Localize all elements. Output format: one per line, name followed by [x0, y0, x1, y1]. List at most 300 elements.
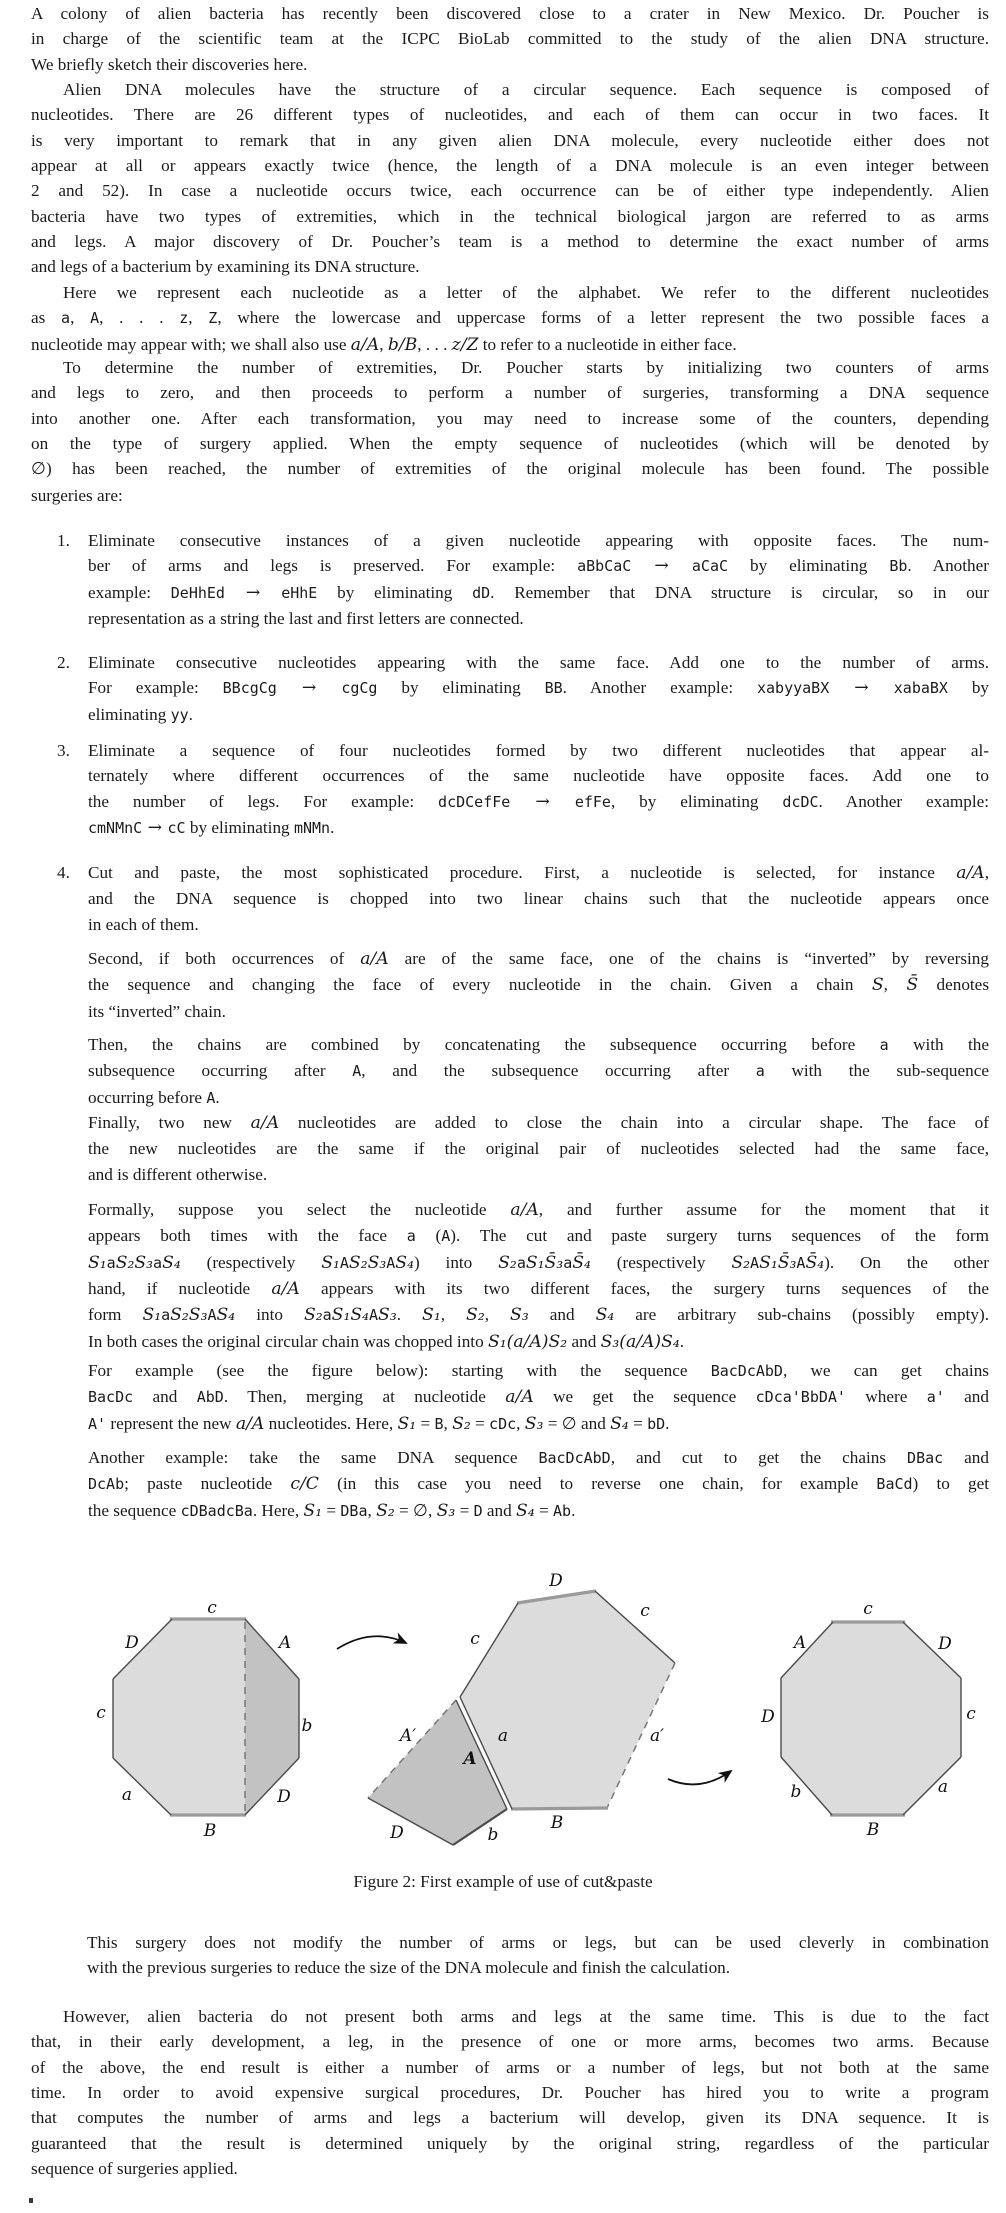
text-line	[31, 406, 989, 431]
text-line	[88, 1223, 989, 1249]
text-segment: by eliminating	[728, 556, 890, 576]
text-segment: as	[31, 308, 62, 328]
text-line	[88, 1445, 989, 1471]
text-segment: dD	[472, 583, 491, 602]
text-segment: S₂S₃	[115, 1252, 154, 1273]
octagon-light-region	[781, 1622, 961, 1815]
text-segment: S₁S̄₃	[525, 1252, 564, 1273]
text-segment: ber of arms and legs is preserved. For example:	[88, 556, 578, 576]
text-segment: S₃	[524, 1413, 544, 1434]
text-segment: , and cut to get the chains	[610, 1448, 908, 1467]
surgery-4-paragraph-then	[88, 1032, 989, 1111]
text-segment: →	[510, 791, 575, 812]
text-line	[88, 1162, 989, 1187]
text-segment: ,	[984, 863, 989, 882]
edge-label: B	[866, 1820, 880, 1840]
text-segment: . Then, merging at nucleotide	[223, 1387, 506, 1407]
text-segment: ,	[188, 308, 209, 328]
text-segment: xabaBX	[893, 679, 948, 698]
text-segment: a/A	[271, 1278, 300, 1299]
text-line	[31, 1, 989, 26]
text-segment: and	[482, 1500, 517, 1520]
surgery-4-paragraph-example1	[88, 1358, 989, 1437]
edge-label: a	[121, 1785, 133, 1805]
surgery-4-paragraph-finally	[88, 1110, 989, 1187]
text-line	[88, 1411, 989, 1437]
text-segment: To determine the number of extremities, Dr. Poucher starts by initializing two counters of arms	[63, 358, 989, 377]
text-segment: on the type of surgery applied. When the empty sequence of nucleotides (which will be denoted by	[31, 433, 989, 453]
text-segment: a	[322, 1306, 332, 1325]
text-segment: are of the same face, one of the chains is “inverted” by reversing	[388, 949, 989, 968]
text-line	[31, 431, 989, 456]
list-item-number: 4.	[57, 863, 70, 882]
text-segment: a	[755, 1062, 765, 1081]
text-segment: S₃	[510, 1305, 529, 1326]
text-segment: S₂	[376, 1500, 395, 1521]
text-segment: .	[665, 1413, 670, 1433]
text-segment: (respectively	[590, 1252, 732, 1272]
text-segment: (respectively	[180, 1252, 322, 1272]
text-line	[31, 2004, 989, 2029]
text-segment: are arbitrary sub-chains (possibly empty).	[614, 1305, 990, 1325]
text-segment: xabyyaBX	[757, 679, 830, 698]
text-segment: =	[470, 1413, 490, 1433]
text-segment: a/A	[250, 1113, 280, 1133]
text-segment: S₁	[422, 1305, 441, 1326]
text-segment: Ab	[553, 1501, 572, 1520]
edge-label: D	[390, 1823, 404, 1843]
surgery-4-paragraph-second	[88, 946, 989, 1024]
text-segment: S̄₄	[805, 1252, 825, 1273]
text-segment: bacteria have two types of extremities, which in the technical biological jargon are referred to as arms	[31, 206, 989, 226]
text-line	[31, 102, 989, 127]
text-segment: .	[571, 1500, 576, 1520]
text-segment: ,	[516, 1413, 525, 1433]
text-segment: and legs of a bacterium by examining its DNA structure.	[31, 257, 420, 277]
text-segment: bD	[647, 1414, 666, 1433]
text-segment: ∅	[31, 459, 46, 480]
text-segment: ). On the other	[824, 1252, 990, 1272]
text-segment: . Remember that DNA structure is circular, so in our	[490, 582, 989, 602]
text-segment: to refer to a nucleotide in either face.	[478, 334, 737, 354]
edge-label: c	[640, 1601, 650, 1621]
text-segment: ,	[440, 1305, 467, 1325]
edge-label: D	[938, 1634, 952, 1654]
text-line	[88, 789, 989, 815]
text-line	[88, 1302, 989, 1328]
text-segment: and	[944, 1387, 989, 1407]
text-line	[88, 1498, 989, 1524]
text-segment: cDca'BbDA'	[755, 1388, 846, 1407]
edge-label: a′	[650, 1726, 664, 1746]
text-segment: into another one. After each transformation, you may need to increase some of the counters, depending	[31, 408, 989, 428]
text-segment: DBa	[340, 1501, 368, 1520]
text-segment: .	[396, 1305, 423, 1325]
text-segment: nucleotides. Here,	[264, 1413, 398, 1433]
text-segment: . Another	[907, 556, 990, 576]
text-segment: with the	[888, 1035, 989, 1054]
text-segment: 2 and 52). In case a nucleotide occurs twice, each occurrence can be of either type independently. Alien	[31, 181, 989, 201]
text-segment: where	[845, 1387, 927, 1407]
text-segment: cgCg	[341, 679, 378, 698]
text-line	[31, 380, 989, 405]
text-segment: appears both times with the face	[88, 1226, 407, 1246]
edge-label: A	[463, 1749, 477, 1769]
text-segment: AbD	[196, 1388, 224, 1407]
text-segment: =	[628, 1413, 648, 1433]
text-line	[88, 1471, 989, 1497]
text-line	[88, 946, 989, 972]
text-line	[88, 675, 989, 701]
list-item-surgery-3	[57, 738, 989, 841]
text-segment: S₄	[162, 1252, 181, 1273]
list-item-number: 3.	[57, 741, 70, 760]
text-segment: by	[947, 678, 990, 698]
text-segment: DeHhEd	[170, 583, 225, 602]
text-line	[88, 972, 989, 998]
text-segment: a	[161, 1306, 171, 1325]
edge-label: A	[278, 1633, 292, 1653]
text-segment: A	[207, 1306, 217, 1325]
text-segment: its “inverted” chain.	[88, 1001, 226, 1021]
edge-label: A′	[399, 1726, 417, 1746]
text-line	[31, 355, 989, 380]
text-segment: D	[473, 1501, 483, 1520]
middle-cut-shapes	[368, 1571, 675, 1845]
text-line	[88, 1358, 989, 1384]
text-segment: represent the new	[106, 1413, 236, 1433]
text-segment: DcAb	[88, 1475, 125, 1494]
text-segment: cmNMnC	[88, 818, 143, 837]
text-line	[88, 528, 989, 553]
text-segment: .	[679, 1331, 685, 1351]
text-line	[88, 606, 989, 631]
text-segment: S₄	[516, 1500, 535, 1521]
text-segment: denotes	[918, 975, 990, 995]
text-segment: , . . .	[417, 334, 452, 354]
edge-label: c	[863, 1599, 873, 1619]
text-segment: ) into	[413, 1252, 499, 1272]
text-segment: Then, the chains are combined by concatenating the subsequence occurring before	[88, 1035, 880, 1054]
text-line	[88, 580, 989, 606]
text-segment: hand, if nucleotide	[88, 1278, 272, 1298]
text-segment: with the sub-sequence	[764, 1061, 989, 1081]
text-line	[88, 1110, 989, 1136]
text-segment: Formally, suppose you select the nucleotide	[88, 1200, 511, 1219]
text-line	[31, 305, 989, 331]
text-segment: S₂S₃	[170, 1305, 208, 1326]
paragraph-figure-note	[87, 1930, 989, 1981]
text-segment: that computes the number of arms and legs a bacterium will develop, given its DNA sequence. It is	[31, 2108, 989, 2128]
text-line	[31, 153, 989, 178]
text-segment: and	[528, 1305, 596, 1325]
text-segment: ternately where different occurrences of the same nucleotide have opposite faces. Add one to	[88, 766, 989, 786]
text-segment: .	[215, 1087, 220, 1107]
text-segment: eliminating	[88, 704, 171, 724]
text-segment: For example (see the figure below): starting with the sequence	[88, 1361, 711, 1380]
line-shape	[511, 1808, 608, 1809]
text-segment: sequence of surgeries applied.	[31, 2158, 238, 2178]
text-segment: , and further assume for the moment that it	[538, 1200, 989, 1219]
list-item-surgery-1	[57, 528, 990, 631]
surgery-4-paragraph-formal	[88, 1197, 989, 1355]
text-segment: appear at all or appears exactly twice (hence, the length of a DNA molecule is an even integer between	[31, 155, 989, 175]
paragraph-notation	[31, 280, 989, 358]
edge-label: B	[203, 1821, 217, 1841]
text-segment: ∅	[413, 1500, 429, 1521]
paragraph-intro	[31, 1, 989, 77]
text-segment: surgeries are:	[31, 485, 123, 505]
edge-label: B	[550, 1813, 564, 1833]
text-segment: Eliminate consecutive nucleotides appearing with the same face. Add one to the number of arms.	[88, 653, 989, 672]
text-segment: a/A	[510, 1200, 539, 1220]
text-segment: , by eliminating	[610, 791, 783, 811]
text-segment: S₂	[731, 1252, 751, 1273]
text-segment: =	[543, 1413, 562, 1433]
text-line	[88, 912, 989, 937]
text-segment: , we can get chains	[782, 1361, 989, 1380]
text-line	[88, 1276, 989, 1302]
text-segment: subsequence occurring after	[88, 1061, 353, 1081]
page-artifact	[29, 2198, 33, 2203]
text-segment: Z	[208, 309, 218, 328]
text-segment: A	[750, 1253, 760, 1272]
text-segment: ,	[428, 1500, 437, 1520]
text-segment: a	[153, 1253, 163, 1272]
text-segment: Alien DNA molecules have the structure of a circular sequence. Each sequence is composed of	[63, 80, 989, 99]
text-segment: b/B	[387, 334, 418, 355]
text-segment: dcDC	[782, 792, 819, 811]
text-segment: ∅	[561, 1413, 577, 1434]
text-segment: nucleotides are added to close the chain into a circular shape. The face of	[279, 1113, 989, 1132]
text-segment: →	[829, 678, 894, 699]
text-segment: a	[563, 1253, 573, 1272]
text-segment: mNMn	[293, 818, 331, 837]
text-segment: S₄	[610, 1413, 629, 1434]
edge-label: c	[966, 1704, 976, 1724]
text-segment: Second, if both occurrences of	[88, 949, 361, 968]
text-segment: S₂	[452, 1413, 471, 1434]
text-segment: and	[133, 1387, 197, 1407]
text-segment: Here we represent each nucleotide as a letter of the alphabet. We refer to the different nucleotides	[63, 283, 989, 302]
text-segment: →	[142, 817, 168, 838]
text-line	[31, 2105, 989, 2130]
text-line	[88, 1058, 989, 1084]
text-segment: a	[879, 1036, 889, 1054]
text-line	[88, 553, 989, 579]
text-segment: appears with its two different faces, the surgery turns sequences of the	[299, 1278, 990, 1298]
text-segment: , and the subsequence occurring after	[361, 1061, 756, 1081]
text-segment: time. In order to avoid expensive surgical procedures, Dr. Poucher has hired you to write a program	[31, 2082, 989, 2102]
text-segment: the new nucleotides are the same if the original pair of nucleotides selected had the same face,	[88, 1139, 989, 1159]
text-segment: S₃	[378, 1305, 397, 1326]
text-segment: Eliminate a sequence of four nucleotides formed by two different nucleotides that appear al-	[88, 741, 989, 760]
text-segment: a	[61, 309, 71, 328]
text-segment: by eliminating	[185, 817, 294, 837]
text-line	[88, 1032, 989, 1058]
text-segment: cC	[167, 818, 186, 837]
text-line	[88, 763, 989, 788]
text-line	[31, 2029, 989, 2054]
text-line	[31, 483, 989, 508]
transform-arrow-left	[337, 1636, 406, 1649]
text-segment: For example:	[88, 678, 223, 698]
text-segment: ) has been reached, the number of extremities of the original molecule has been found. The possible	[45, 459, 989, 479]
text-segment: =	[416, 1413, 435, 1433]
text-segment: S₁(a/A)S₂	[487, 1331, 568, 1352]
text-line	[88, 860, 989, 886]
text-segment: c/C	[290, 1474, 319, 1495]
text-segment: B	[434, 1414, 444, 1433]
text-line	[31, 280, 989, 305]
text-segment: a/A	[956, 863, 985, 883]
text-segment: DBac	[907, 1449, 944, 1467]
text-segment: However, alien bacteria do not present both arms and legs at the same time. This is due to the fact	[63, 2007, 989, 2026]
text-line	[88, 1329, 989, 1355]
text-segment: A	[352, 1062, 362, 1081]
text-segment: the sequence	[88, 1500, 181, 1520]
text-line	[88, 1085, 989, 1111]
text-line	[31, 178, 989, 203]
edge-label: D	[761, 1707, 775, 1727]
text-segment: aCaC	[691, 557, 729, 576]
text-line	[88, 1250, 989, 1276]
text-segment: nucleotide may appear with; we shall also use	[31, 334, 351, 354]
text-segment: z	[179, 309, 189, 328]
text-segment: In both cases the original circular chain was chopped into	[88, 1331, 488, 1351]
text-segment: by eliminating	[377, 678, 545, 698]
text-segment: dcDCefFe	[438, 792, 511, 811]
text-segment: . Here,	[252, 1500, 304, 1520]
text-segment: A	[441, 1227, 451, 1246]
text-segment: example:	[88, 582, 171, 602]
text-segment: representation as a string the last and first letters are connected.	[88, 608, 524, 628]
text-segment: and is different otherwise.	[88, 1164, 268, 1184]
text-segment: Bb	[889, 557, 908, 576]
text-segment: , where the lowercase and uppercase forms of a letter represent the two possible faces a	[217, 308, 990, 328]
edge-label: c	[207, 1598, 217, 1618]
text-segment: This surgery does not modify the number of arms or legs, but can be used cleverly in combination	[87, 1933, 989, 1952]
text-segment: S₃	[436, 1500, 456, 1521]
text-segment: yy	[170, 705, 189, 724]
text-line	[31, 204, 989, 229]
text-segment: =	[455, 1500, 474, 1520]
text-segment: A'	[88, 1414, 107, 1433]
text-line	[88, 1384, 989, 1410]
transform-arrow-right	[668, 1771, 731, 1784]
text-segment: . Another example:	[562, 678, 757, 698]
text-segment: a/A	[505, 1387, 534, 1408]
text-line	[88, 650, 989, 675]
text-segment: S₄	[216, 1305, 236, 1326]
text-segment: A colony of alien bacteria has recently been discovered close to a crater in New Mexico. Dr. Poucher is	[31, 4, 989, 23]
edge-label: b	[301, 1716, 313, 1736]
text-segment: A	[90, 309, 100, 328]
edge-label: b	[487, 1825, 499, 1845]
paragraph-counters	[31, 355, 989, 508]
text-segment: S₄	[395, 1252, 414, 1273]
text-segment: and	[567, 1331, 601, 1351]
text-segment: S₂S₃	[348, 1252, 387, 1273]
text-segment: a	[406, 1227, 416, 1246]
text-segment: in charge of the scientific team at the ICPC BioLab committed to the study of the alien DNA structure.	[31, 29, 989, 49]
text-segment: A	[339, 1253, 349, 1272]
text-line	[88, 1197, 989, 1223]
text-segment: S₁	[88, 1252, 107, 1273]
text-segment: we get the sequence	[533, 1387, 756, 1407]
text-segment: and	[576, 1413, 611, 1433]
text-segment: ,	[367, 1500, 377, 1520]
text-segment: a/A	[360, 949, 389, 969]
text-segment: We briefly sketch their discoveries here.	[31, 54, 308, 74]
list-item-surgery-2	[57, 650, 990, 728]
text-segment: aBbCaC	[577, 557, 632, 576]
text-segment: guaranteed that the result is determined uniquely by the original string, regardless of the particular	[31, 2133, 989, 2153]
text-segment: ,	[443, 1413, 453, 1433]
surgery-4-paragraph-example2	[88, 1445, 989, 1524]
text-line	[31, 456, 989, 482]
text-segment: ). The cut and paste surgery turns sequences of the form	[450, 1226, 989, 1246]
text-line	[31, 2055, 989, 2080]
text-segment: =	[322, 1500, 341, 1520]
text-segment: occurring before	[88, 1087, 207, 1107]
text-segment: into	[235, 1305, 304, 1325]
text-segment: ; paste nucleotide	[124, 1474, 291, 1494]
text-segment: (	[415, 1226, 442, 1246]
text-segment: Another example: take the same DNA sequence	[88, 1448, 539, 1467]
text-line	[88, 702, 989, 728]
text-segment: S₄	[595, 1305, 615, 1326]
text-segment: . Another example:	[818, 791, 989, 811]
paragraph-dna-structure	[31, 77, 989, 280]
text-segment: form	[88, 1305, 143, 1325]
text-segment: S₁	[321, 1252, 340, 1273]
text-segment: BacDcAbD	[538, 1449, 611, 1467]
text-segment: →	[224, 582, 282, 603]
text-segment: A	[796, 1253, 806, 1272]
text-segment: a	[516, 1253, 526, 1272]
text-segment: S̄	[906, 975, 919, 996]
text-segment: ,	[484, 1305, 511, 1325]
text-line	[88, 1136, 989, 1161]
text-segment: ,	[883, 975, 907, 995]
edge-label: D	[125, 1633, 139, 1653]
text-segment: BacDcAbD	[710, 1362, 783, 1380]
text-segment: .	[330, 817, 335, 837]
right-octagon	[760, 1599, 976, 1840]
text-segment: =	[534, 1500, 554, 1520]
list-item-number: 2.	[57, 653, 70, 672]
text-segment: a	[106, 1253, 116, 1272]
text-segment: of the above, the end result is either a number of arms or a number of legs, but not both at the same	[31, 2057, 989, 2077]
text-segment: nucleotides. There are 26 different types of nucleotides, and each of them can occur in two faces. It	[31, 105, 989, 125]
text-segment: z/Z	[451, 334, 479, 355]
text-segment: Cut and paste, the most sophisticated procedure. First, a nucleotide is selected, for instance	[88, 863, 957, 882]
text-line	[31, 254, 989, 279]
text-segment: (in this case you need to reverse one chain, for example	[318, 1474, 877, 1494]
text-segment: with the previous surgeries to reduce the size of the DNA molecule and finish the calculation.	[87, 1958, 731, 1978]
left-octagon	[96, 1598, 312, 1841]
text-segment: cDc	[489, 1414, 517, 1433]
text-segment: S̄₄	[572, 1252, 591, 1273]
text-segment: a/A	[350, 334, 380, 355]
edge-label: D	[549, 1571, 563, 1591]
text-line	[88, 815, 989, 841]
text-segment: S₃(a/A)S₄	[600, 1331, 680, 1352]
figure-2-diagram	[0, 1570, 1006, 1870]
text-line	[88, 738, 989, 763]
text-segment: S₂	[498, 1252, 517, 1273]
